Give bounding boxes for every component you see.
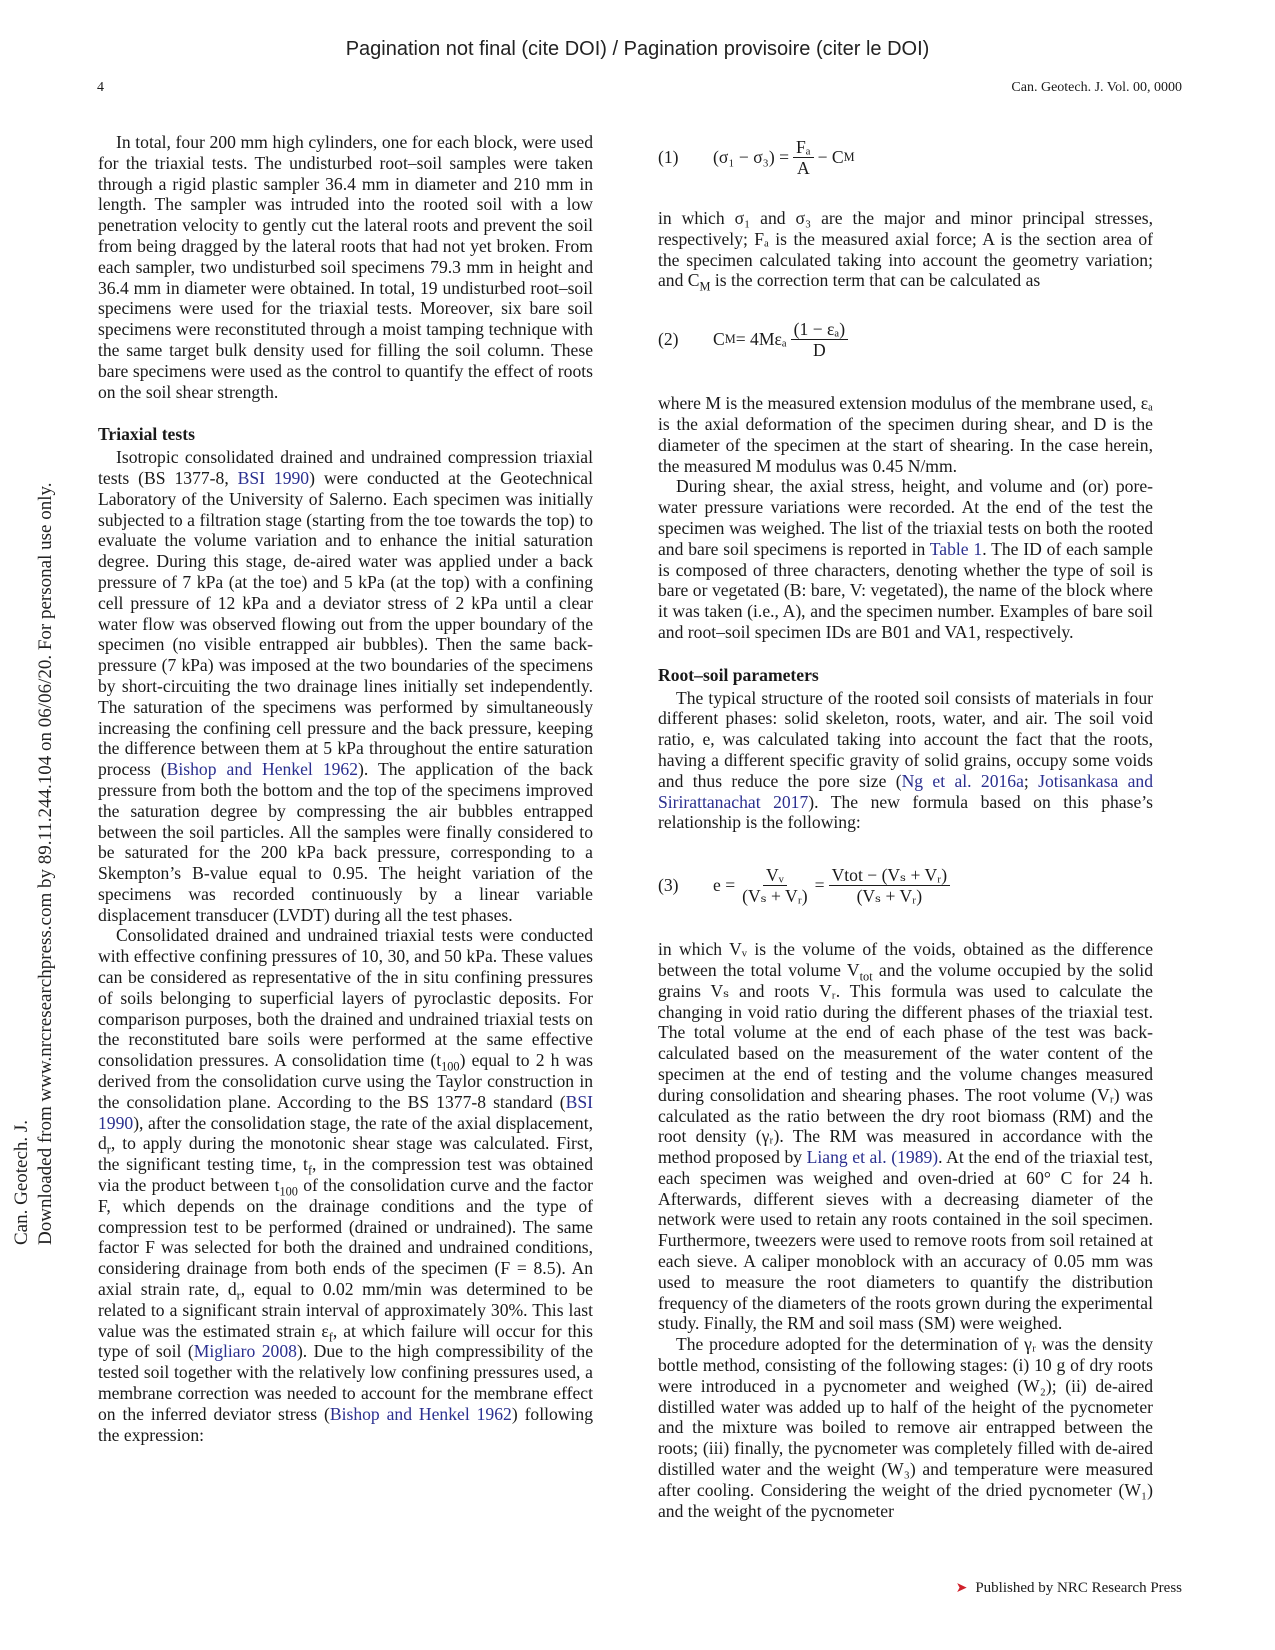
citation-link[interactable]: BSI 1990 [237, 467, 310, 488]
paragraph-root-soil: The typical structure of the rooted soil consists of materials in four different phases: solid skeleton, roots, water, and air. The soil void ratio, e, was calculated taking into account the fact that the roots, having a different specific gravity of solid grains, occupy some voids and thus reduce the pore size (Ng et al. 2016a; Jotisankasa and Sirirattanachat 2017). The new formula based on this phase’s relationship is the following: [658, 687, 1153, 833]
fraction: $\frac{\text{(1 − εₐ)}}{D}$ [791, 319, 848, 360]
table-link[interactable]: Table 1 [929, 538, 983, 559]
citation-link[interactable]: BSI 1990 [98, 1091, 593, 1133]
publisher-text: Published by NRC Research Press [975, 1580, 1182, 1596]
journal-citation: Can. Geotech. J. Vol. 00, 0000 [1011, 80, 1182, 95]
paragraph-intro: In total, four 200 mm high cylinders, one for each block, were used for the triaxial tests. The undisturbed root–soil samples were taken through a rigid plastic sampler 36.4 mm in diameter and 210 mm in length. The sampler was intruded into the rooted soil with a low penetration velocity to gently cut the lateral roots and prevent the soil from being dragged by the lateral roots that had not yet broken. From each sampler, two undisturbed soil specimens 79.3 mm in height and 36.4 mm in diameter were obtained. In total, 19 undisturbed root–soil specimens were used for the triaxial tests. Moreover, six bare soil specimens were reconstituted through a moist tamping technique with the same target bulk density used for filling the soil column. These bare specimens were used as the control to quantify the effect of roots on the soil shear strength. [98, 132, 593, 402]
paragraph-shear: During shear, the axial stress, height, and volume and (or) pore-water pressure variations were recorded. At the end of the test the specimen was weighed. The list of the triaxial tests on both the rooted and bare soil specimens is reported in Table 1. The ID of each sample is composed of three characters, denoting whether the type of soil is bare or vegetated (B: bare, V: vegetated), the name of the block where it was taken (i.e., A), and the specimen number. Examples of bare soil and root–soil specimen IDs are B01 and VA1, respectively. [658, 476, 1153, 642]
right-column [658, 132, 1153, 1521]
citation-link[interactable]: Jotisankasa and Sirirattanachat 2017 [658, 770, 1153, 812]
section-heading-triaxial: Triaxial tests [98, 424, 195, 445]
sidebar-download-note: Downloaded from www.nrcresearchpress.com by 89.11.244.104 on 06/06/20. For personal use only. [35, 482, 56, 1245]
download-sidebar [10, 385, 70, 1245]
section-heading-root-soil: Root–soil parameters [658, 664, 819, 685]
left-column [98, 132, 593, 1445]
fraction: $\frac{\text{Vtot − (Vₛ + Vᵣ)}}{\text{(Vₛ + Vᵣ)}}$ [829, 865, 951, 906]
paragraph-void-ratio: in which Vᵥ is the volume of the voids, obtained as the difference between the total volume $V_{tot}$ and the volume occupied by the solid grains Vₛ and roots Vᵣ. This formula was used to calculate the changing in void ratio during the different phases of the triaxial test. The total volume at the end of each phase of the test was back-calculated based on the measurement of the water content of the specimen at the end of testing and the volume changes measured during consolidation and shearing phases. The root volume (Vᵣ) was calculated as the ratio between the dry root biomass (RM) and the root density (γᵣ). The RM was measured in accordance with the method proposed by Liang et al. (1989). At the end of the triaxial test, each specimen was weighed and oven-dried at 60° C for 24 h. Afterwards, different sieves with a decreasing diameter of the network were used to retain any roots contained in the soil specimen. Furthermore, tweezers were used to remove roots from soil retained at each sieve. A caliper monoblock with an accuracy of 0.05 mm was used to measure the root diameters to quantify the distribution frequency of the diameters of the roots grown during the experimental study. Finally, the RM and soil mass (SM) were weighed. [658, 939, 1154, 1334]
equation-2: (2) C M = 4Mεₐ $\frac{\text{(1 − εₐ)}}{D}$ [658, 313, 1153, 365]
citation-link[interactable]: Bishop and Henkel 1962 [329, 1403, 512, 1424]
citation-link[interactable]: Ng et al. 2016a [901, 770, 1024, 791]
citation-link[interactable]: Liang et al. (1989) [806, 1147, 939, 1168]
leaf-icon: ➤ [955, 1581, 968, 1596]
paragraph-density-bottle: The procedure adopted for the determination of γᵣ was the density bottle method, consisting of the following stages: (i) 10 g of dry roots were introduced in a pycnometer and weighed (W₂); (ii) de-aired distilled water was added up to half of the height of the pycnometer and the mixture was boiled to remove air entrapped between the roots; (iii) finally, the pycnometer was completely filled with de-aired distilled water and the weight (W₃) and temperature were measured after cooling. Considering the weight of the dried pycnometer (W₁) and the weight of the pycnometer [658, 1334, 1153, 1521]
equation-number: (3) [658, 874, 679, 895]
fraction: $\frac{\text{Fₐ}}{A}$ [793, 137, 814, 178]
fraction: $\frac{\text{Vᵥ}}{\text{(Vₛ + Vᵣ)}}$ [742, 864, 808, 906]
citation-link[interactable]: Bishop and Henkel 1962 [166, 759, 359, 780]
page-number: 4 [97, 80, 104, 95]
equation-number: (2) [658, 328, 679, 349]
equation-1: (1) (σ₁ − σ₃) = $\frac{\text{Fₐ}}{A}$ − C M [658, 136, 855, 178]
equation-number: (1) [658, 146, 679, 167]
equation-3: (3) e = $\frac{\text{Vᵥ}}{\text{(Vₛ + Vᵣ)}}$ = $\frac{\text{Vtot − (Vₛ + Vᵣ)}}{\text{(Vₛ + Vᵣ)}}$ [658, 859, 1153, 911]
paragraph-eq2-explanation: where M is the measured extension modulus of the membrane used, εₐ is the axial deformation of the specimen during shear, and D is the diameter of the specimen at the start of shearing. In the case herein, the measured M modulus was 0.45 N/mm. [658, 393, 1153, 476]
publisher-footer [956, 1580, 1182, 1597]
paragraph-eq1-explanation: in which σ₁ and σ₃ are the major and minor principal stresses, respectively; Fₐ is the measured axial force; A is the section area of the specimen calculated taking into account the geometry variation; and $C_M$ is the correction term that can be calculated as [658, 208, 1153, 294]
pagination-banner: Pagination not final (cite DOI) / Pagination provisoire (citer le DOI) [345, 38, 930, 60]
paragraph-triaxial: Isotropic consolidated drained and undrained compression triaxial tests (BS 1377-8, BSI 1990) were conducted at the Geotechnical Laboratory of the University of Salerno. Each specimen was initially subjected to a filtration stage (starting from the toe towards the top) to evaluate the volume variation and to enhance the initial saturation degree. During this stage, de-aired water was applied under a back pressure of 7 kPa (at the toe) and 5 kPa (at the top) with a confining cell pressure of 12 kPa and a deviator stress of 2 kPa until a clear water flow was observed flowing out from the upper boundary of the specimen (no visible entrapped air bubbles). Then the same back-pressure (7 kPa) was imposed at the two boundaries of the specimens by short-circuiting the two drainage lines initially set independently. The saturation of the specimens was performed by simultaneously increasing the confining cell pressure and the back pressure, keeping the difference between them at 5 kPa throughout the entire saturation process (Bishop and Henkel 1962). The application of the back pressure from both the bottom and the top of the specimens improved the saturation degree by compressing the air bubbles entrapped between the soil particles. All the samples were finally considered to be saturated for the 200 kPa back pressure, corresponding to a Skempton’s B-value equal to 0.95. The height variation of the specimens was recorded continuously by a linear variable displacement transducer (LVDT) during all the test phases. [98, 447, 593, 925]
paragraph-consolidation: Consolidated drained and undrained triaxial tests were conducted with effective confining pressures of 10, 30, and 50 kPa. These values can be considered as representative of the in situ confining pressures of soils belonging to superficial layers of pyroclastic deposits. For comparison purposes, both the drained and undrained triaxial tests on the reconstituted bare soils were performed at the same effective consolidation pressures. A consolidation time $(t_{100})$ equal to 2 h was derived from the consolidation curve using the Taylor construction in the consolidation plane. According to the BS 1377-8 standard (BSI 1990), after the consolidation stage, the rate of the axial displacement, $d_r$, to apply during the monotonic shear stage was calculated. First, the significant testing time, $t_f$, in the compression test was obtained via the product between $t_{100}$ of the consolidation curve and the factor F, which depends on the drainage conditions and the type of compression test to be performed (drained or undrained). The same factor F was selected for both the drained and undrained conditions, considering drainage from both ends of the specimen (F = 8.5). An axial strain rate, $d_r$, equal to 0.02 mm/min was determined to be related to a significant strain interval of approximately 30%. This last value was the estimated strain $\varepsilon_f$, at which failure will occur for this type of soil (Migliaro 2008). Due to the high compressibility of the tested soil together with the relatively low confining pressures used, a membrane correction was needed to account for the membrane effect on the inferred deviator stress (Bishop and Henkel 1962) following the expression: [98, 925, 594, 1445]
citation-link[interactable]: Migliaro 2008 [193, 1341, 297, 1362]
sidebar-journal: Can. Geotech. J. [11, 1119, 32, 1245]
